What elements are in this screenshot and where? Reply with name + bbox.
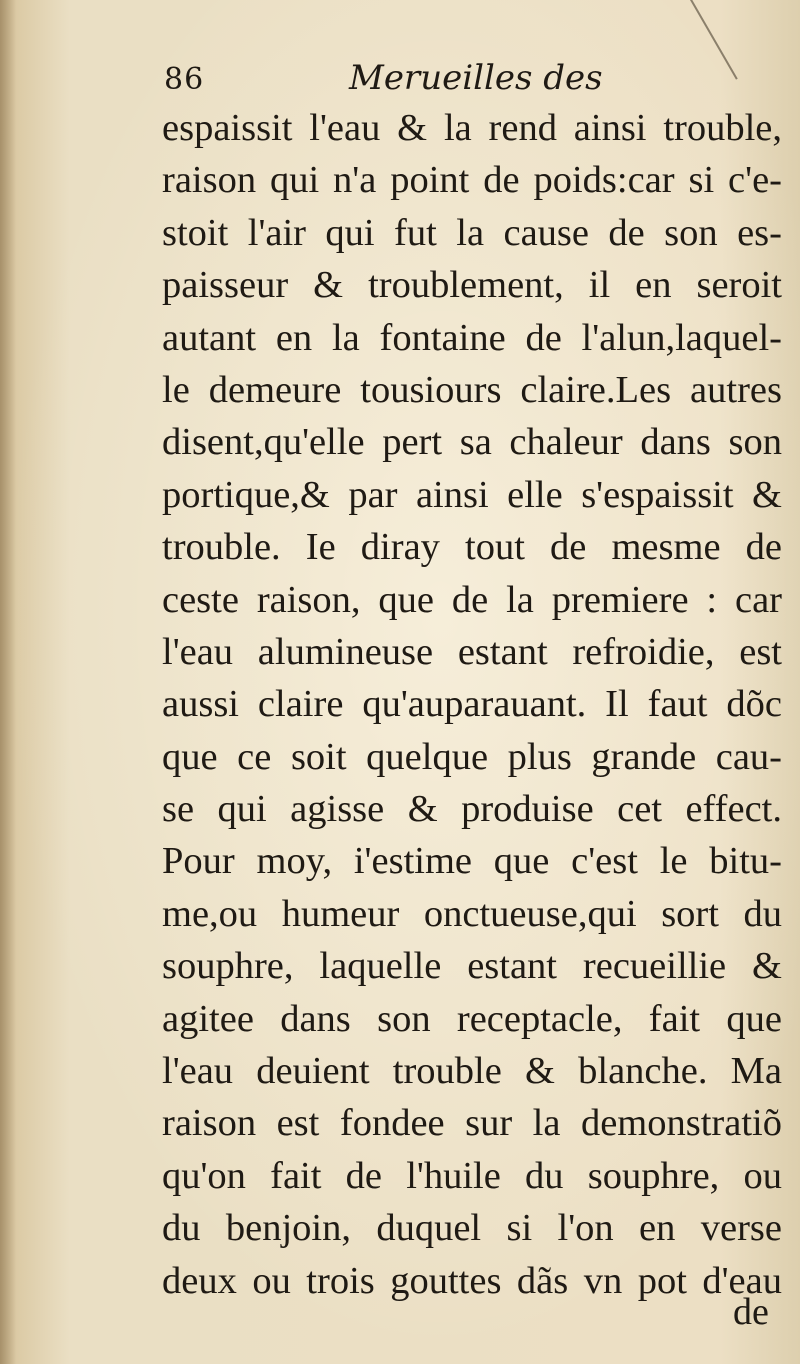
text-line: disent,qu'elle pert sa chaleur dans son <box>162 421 782 464</box>
text-line: paisseur & troublement, il en seroit <box>162 264 782 307</box>
page-fold-mark <box>690 0 738 80</box>
text-line: autant en la fontaine de l'alun,laquel- <box>162 316 782 359</box>
text-line: Pour moy, i'estime que c'est le bitu- <box>162 840 782 883</box>
text-line: souphre, laquelle estant recueillie & <box>162 945 782 988</box>
text-line: me,ou humeur onctueuse,qui sort du <box>162 892 782 935</box>
text-line: aussi claire qu'auparauant. Il faut dõc <box>162 683 782 726</box>
text-line: raison qui n'a point de poids:car si c'e- <box>162 159 782 202</box>
text-line: qu'on fait de l'huile du souphre, ou <box>162 1154 782 1197</box>
text-line: raison est fondee sur la demonstratiõ <box>162 1102 782 1145</box>
page-edge-shadow <box>0 0 16 1364</box>
body-text <box>162 102 782 1307</box>
text-line: espaissit l'eau & la rend ainsi trouble, <box>162 107 782 149</box>
text-line: trouble. Ie diray tout de mesme de <box>162 526 782 569</box>
text-line: se qui agisse & produise cet effect. <box>162 788 782 831</box>
page-header <box>164 58 624 102</box>
text-line: agitee dans son receptacle, fait que <box>162 997 782 1040</box>
running-title: Merueilles des <box>349 58 603 98</box>
text-line: l'eau alumineuse estant refroidie, est <box>162 630 782 673</box>
text-line: l'eau deuient trouble & blanche. Ma <box>162 1050 782 1093</box>
page-number: 86 <box>164 62 205 97</box>
text-line: que ce soit quelque plus grande cau- <box>162 735 782 778</box>
text-line: deux ou trois gouttes dãs vn pot d'eau <box>162 1259 782 1302</box>
text-line: du benjoin, duquel si l'on en verse <box>162 1207 782 1250</box>
text-line: portique,& par ainsi elle s'espaissit & <box>162 473 782 516</box>
catchword: de <box>733 1291 769 1333</box>
text-line: stoit l'air qui fut la cause de son es- <box>162 211 782 254</box>
text-line: le demeure tousiours claire.Les autres <box>162 368 782 411</box>
text-line: ceste raison, que de la premiere : car <box>162 578 782 621</box>
